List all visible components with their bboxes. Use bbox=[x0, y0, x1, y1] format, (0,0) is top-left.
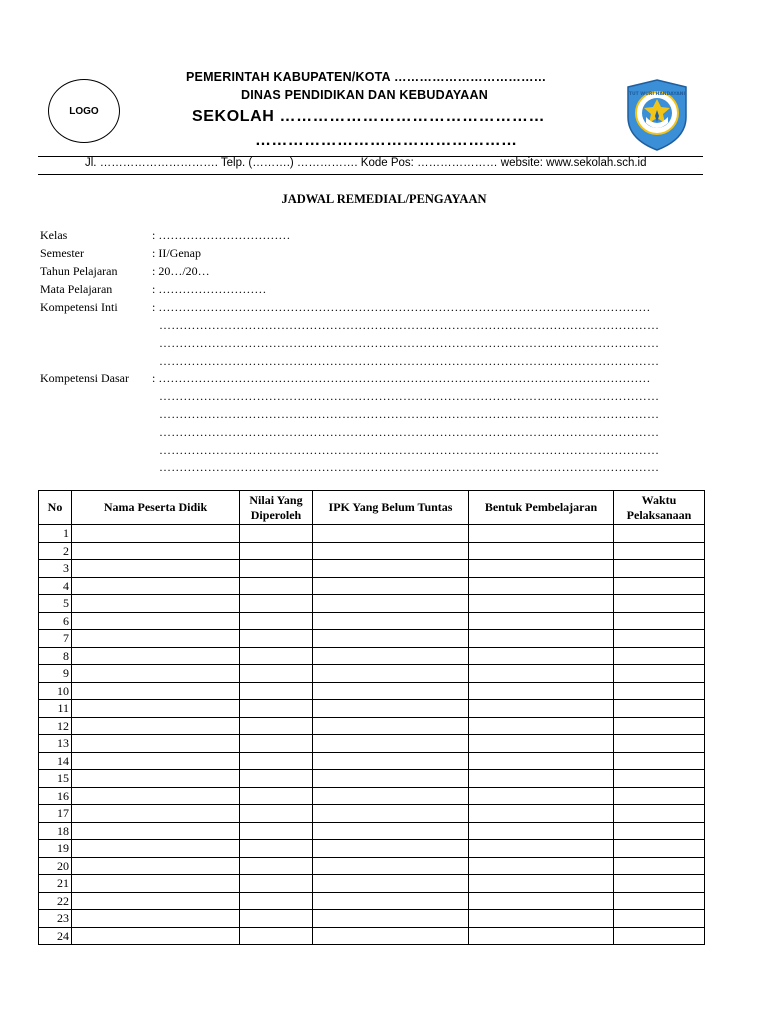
nama-cell[interactable] bbox=[72, 700, 240, 718]
nama-cell[interactable] bbox=[72, 857, 240, 875]
bentuk-cell[interactable] bbox=[469, 805, 614, 823]
kompetensi-inti-label: Kompetensi Inti bbox=[40, 300, 118, 314]
table-row bbox=[39, 665, 705, 683]
nama-cell[interactable] bbox=[72, 577, 240, 595]
nama-cell[interactable] bbox=[72, 647, 240, 665]
nilai-cell[interactable] bbox=[240, 752, 313, 770]
waktu-cell[interactable] bbox=[614, 665, 705, 683]
document-title: JADWAL REMEDIAL/PENGAYAAN bbox=[281, 192, 487, 206]
nama-cell[interactable] bbox=[72, 665, 240, 683]
bentuk-cell[interactable] bbox=[469, 875, 614, 893]
nama-cell[interactable] bbox=[72, 717, 240, 735]
header-rule-bottom bbox=[38, 174, 703, 175]
row-number: 21 bbox=[39, 875, 72, 893]
kompetensi-inti-line: …………………………………………………………………………………………………………… bbox=[159, 354, 660, 368]
row-number: 4 bbox=[39, 577, 72, 595]
ipk-cell[interactable] bbox=[313, 647, 469, 665]
kompetensi-dasar-value: : …………………………………………………………………………………………………………… bbox=[152, 371, 651, 385]
header-government: PEMERINTAH KABUPATEN/KOTA ……………………………… bbox=[186, 70, 547, 84]
ipk-cell[interactable] bbox=[313, 560, 469, 578]
table-row bbox=[39, 927, 705, 945]
header-no: No bbox=[39, 491, 72, 525]
waktu-cell[interactable] bbox=[614, 857, 705, 875]
bentuk-cell[interactable] bbox=[469, 612, 614, 630]
bentuk-cell[interactable] bbox=[469, 910, 614, 928]
waktu-cell[interactable] bbox=[614, 822, 705, 840]
table-row bbox=[39, 717, 705, 735]
row-number: 3 bbox=[39, 560, 72, 578]
nilai-cell[interactable] bbox=[240, 665, 313, 683]
table-header-row bbox=[39, 491, 705, 525]
ipk-cell[interactable] bbox=[313, 892, 469, 910]
bentuk-cell[interactable] bbox=[469, 647, 614, 665]
ipk-cell[interactable] bbox=[313, 682, 469, 700]
bentuk-cell[interactable] bbox=[469, 735, 614, 753]
table-row bbox=[39, 892, 705, 910]
ipk-cell[interactable] bbox=[313, 700, 469, 718]
ipk-cell[interactable] bbox=[313, 770, 469, 788]
waktu-cell[interactable] bbox=[614, 735, 705, 753]
waktu-cell[interactable] bbox=[614, 560, 705, 578]
nilai-cell[interactable] bbox=[240, 910, 313, 928]
bentuk-cell[interactable] bbox=[469, 542, 614, 560]
ipk-cell[interactable] bbox=[313, 717, 469, 735]
waktu-cell[interactable] bbox=[614, 647, 705, 665]
table-row bbox=[39, 612, 705, 630]
row-number: 16 bbox=[39, 787, 72, 805]
row-number: 23 bbox=[39, 910, 72, 928]
ipk-cell[interactable] bbox=[313, 630, 469, 648]
waktu-cell[interactable] bbox=[614, 700, 705, 718]
tahun-pelajaran-value: : 20…/20… bbox=[152, 264, 210, 278]
table-row bbox=[39, 700, 705, 718]
row-number: 14 bbox=[39, 752, 72, 770]
header-waktu-pelaksanaan: Waktu Pelaksanaan bbox=[614, 491, 705, 525]
waktu-cell[interactable] bbox=[614, 910, 705, 928]
header-nama-peserta-didik: Nama Peserta Didik bbox=[72, 491, 240, 525]
row-number: 15 bbox=[39, 770, 72, 788]
row-number: 22 bbox=[39, 892, 72, 910]
tut-wuri-handayani-emblem-icon bbox=[622, 77, 692, 153]
ipk-cell[interactable] bbox=[313, 577, 469, 595]
row-number: 2 bbox=[39, 542, 72, 560]
nilai-cell[interactable] bbox=[240, 560, 313, 578]
table-row bbox=[39, 770, 705, 788]
nilai-cell[interactable] bbox=[240, 542, 313, 560]
header-school-continued: ………………………………………… bbox=[255, 132, 518, 149]
kompetensi-dasar-line: …………………………………………………………………………………………………………… bbox=[159, 425, 660, 439]
waktu-cell[interactable] bbox=[614, 752, 705, 770]
kompetensi-dasar-line: …………………………………………………………………………………………………………… bbox=[159, 460, 660, 474]
waktu-cell[interactable] bbox=[614, 542, 705, 560]
logo-text: LOGO bbox=[69, 105, 99, 117]
ipk-cell[interactable] bbox=[313, 595, 469, 613]
waktu-cell[interactable] bbox=[614, 682, 705, 700]
row-number: 20 bbox=[39, 857, 72, 875]
nama-cell[interactable] bbox=[72, 875, 240, 893]
nama-cell[interactable] bbox=[72, 595, 240, 613]
table-row bbox=[39, 787, 705, 805]
nama-cell[interactable] bbox=[72, 682, 240, 700]
row-number: 11 bbox=[39, 700, 72, 718]
nama-cell[interactable] bbox=[72, 822, 240, 840]
row-number: 12 bbox=[39, 717, 72, 735]
row-number: 6 bbox=[39, 612, 72, 630]
row-number: 5 bbox=[39, 595, 72, 613]
kompetensi-dasar-line: …………………………………………………………………………………………………………… bbox=[159, 389, 660, 403]
nilai-cell[interactable] bbox=[240, 647, 313, 665]
table-row bbox=[39, 735, 705, 753]
nama-cell[interactable] bbox=[72, 542, 240, 560]
waktu-cell[interactable] bbox=[614, 770, 705, 788]
bentuk-cell[interactable] bbox=[469, 857, 614, 875]
waktu-cell[interactable] bbox=[614, 875, 705, 893]
bentuk-cell[interactable] bbox=[469, 752, 614, 770]
bentuk-cell[interactable] bbox=[469, 595, 614, 613]
table-row bbox=[39, 595, 705, 613]
kelas-value: : …………………………… bbox=[152, 228, 291, 242]
waktu-cell[interactable] bbox=[614, 630, 705, 648]
nama-cell[interactable] bbox=[72, 612, 240, 630]
mata-pelajaran-label: Mata Pelajaran bbox=[40, 282, 113, 296]
bentuk-cell[interactable] bbox=[469, 787, 614, 805]
header-bentuk-pembelajaran: Bentuk Pembelajaran bbox=[469, 491, 614, 525]
nilai-cell[interactable] bbox=[240, 630, 313, 648]
header-school: SEKOLAH ………………………………………… bbox=[192, 108, 546, 125]
waktu-cell[interactable] bbox=[614, 595, 705, 613]
table-row bbox=[39, 822, 705, 840]
waktu-cell[interactable] bbox=[614, 612, 705, 630]
ipk-cell[interactable] bbox=[313, 525, 469, 543]
ipk-cell[interactable] bbox=[313, 787, 469, 805]
table-row bbox=[39, 525, 705, 543]
nilai-cell[interactable] bbox=[240, 770, 313, 788]
nilai-cell[interactable] bbox=[240, 822, 313, 840]
nilai-cell[interactable] bbox=[240, 735, 313, 753]
table-row bbox=[39, 682, 705, 700]
table-row bbox=[39, 910, 705, 928]
waktu-cell[interactable] bbox=[614, 892, 705, 910]
bentuk-cell[interactable] bbox=[469, 665, 614, 683]
row-number: 10 bbox=[39, 682, 72, 700]
mata-pelajaran-value: : ……………………… bbox=[152, 282, 267, 296]
nilai-cell[interactable] bbox=[240, 595, 313, 613]
address-line: Jl. …………………………. Telp. (……….) ……………. Kode Pos: ………………… website: www.sekolah.sch.id bbox=[85, 157, 647, 169]
bentuk-cell[interactable] bbox=[469, 682, 614, 700]
bentuk-cell[interactable] bbox=[469, 840, 614, 858]
waktu-cell[interactable] bbox=[614, 927, 705, 945]
nilai-cell[interactable] bbox=[240, 700, 313, 718]
kompetensi-inti-value: : …………………………………………………………………………………………………………… bbox=[152, 300, 651, 314]
header-department: DINAS PENDIDIKAN DAN KEBUDAYAAN bbox=[241, 88, 488, 102]
nilai-cell[interactable] bbox=[240, 857, 313, 875]
bentuk-cell[interactable] bbox=[469, 630, 614, 648]
nama-cell[interactable] bbox=[72, 927, 240, 945]
tahun-pelajaran-label: Tahun Pelajaran bbox=[40, 264, 118, 278]
nilai-cell[interactable] bbox=[240, 787, 313, 805]
bentuk-cell[interactable] bbox=[469, 700, 614, 718]
nama-cell[interactable] bbox=[72, 630, 240, 648]
waktu-cell[interactable] bbox=[614, 840, 705, 858]
nilai-cell[interactable] bbox=[240, 612, 313, 630]
bentuk-cell[interactable] bbox=[469, 577, 614, 595]
ipk-cell[interactable] bbox=[313, 805, 469, 823]
ipk-cell[interactable] bbox=[313, 822, 469, 840]
row-number: 24 bbox=[39, 927, 72, 945]
nilai-cell[interactable] bbox=[240, 892, 313, 910]
row-number: 19 bbox=[39, 840, 72, 858]
table-row bbox=[39, 542, 705, 560]
waktu-cell[interactable] bbox=[614, 787, 705, 805]
kompetensi-inti-line: …………………………………………………………………………………………………………… bbox=[159, 318, 660, 332]
semester-value: : II/Genap bbox=[152, 246, 201, 260]
waktu-cell[interactable] bbox=[614, 805, 705, 823]
kompetensi-dasar-line: …………………………………………………………………………………………………………… bbox=[159, 407, 660, 421]
semester-label: Semester bbox=[40, 246, 84, 260]
remedial-schedule-table bbox=[38, 490, 705, 945]
table-row bbox=[39, 840, 705, 858]
bentuk-cell[interactable] bbox=[469, 927, 614, 945]
row-number: 8 bbox=[39, 647, 72, 665]
nama-cell[interactable] bbox=[72, 735, 240, 753]
nilai-cell[interactable] bbox=[240, 805, 313, 823]
table-row bbox=[39, 805, 705, 823]
nilai-cell[interactable] bbox=[240, 927, 313, 945]
kompetensi-dasar-line: …………………………………………………………………………………………………………… bbox=[159, 443, 660, 457]
waktu-cell[interactable] bbox=[614, 577, 705, 595]
nama-cell[interactable] bbox=[72, 560, 240, 578]
nama-cell[interactable] bbox=[72, 770, 240, 788]
kompetensi-inti-line: …………………………………………………………………………………………………………… bbox=[159, 336, 660, 350]
table-row bbox=[39, 875, 705, 893]
ipk-cell[interactable] bbox=[313, 927, 469, 945]
nama-cell[interactable] bbox=[72, 892, 240, 910]
nilai-cell[interactable] bbox=[240, 525, 313, 543]
bentuk-cell[interactable] bbox=[469, 717, 614, 735]
ipk-cell[interactable] bbox=[313, 612, 469, 630]
table-row bbox=[39, 752, 705, 770]
bentuk-cell[interactable] bbox=[469, 822, 614, 840]
nama-cell[interactable] bbox=[72, 805, 240, 823]
nama-cell[interactable] bbox=[72, 787, 240, 805]
row-number: 7 bbox=[39, 630, 72, 648]
nilai-cell[interactable] bbox=[240, 840, 313, 858]
nama-cell[interactable] bbox=[72, 910, 240, 928]
nilai-cell[interactable] bbox=[240, 717, 313, 735]
nilai-cell[interactable] bbox=[240, 875, 313, 893]
nama-cell[interactable] bbox=[72, 525, 240, 543]
waktu-cell[interactable] bbox=[614, 525, 705, 543]
row-number: 1 bbox=[39, 525, 72, 543]
ipk-cell[interactable] bbox=[313, 752, 469, 770]
bentuk-cell[interactable] bbox=[469, 560, 614, 578]
bentuk-cell[interactable] bbox=[469, 525, 614, 543]
ipk-cell[interactable] bbox=[313, 857, 469, 875]
kompetensi-dasar-label: Kompetensi Dasar bbox=[40, 371, 129, 385]
row-number: 9 bbox=[39, 665, 72, 683]
kelas-label: Kelas bbox=[40, 228, 68, 242]
bentuk-cell[interactable] bbox=[469, 892, 614, 910]
bentuk-cell[interactable] bbox=[469, 770, 614, 788]
table-row bbox=[39, 647, 705, 665]
ipk-cell[interactable] bbox=[313, 665, 469, 683]
school-logo-placeholder bbox=[48, 79, 120, 143]
table-row bbox=[39, 630, 705, 648]
row-number: 18 bbox=[39, 822, 72, 840]
ipk-cell[interactable] bbox=[313, 840, 469, 858]
emblem-text: TUT WURI HANDAYANI bbox=[628, 92, 686, 97]
ipk-cell[interactable] bbox=[313, 542, 469, 560]
table-row bbox=[39, 560, 705, 578]
row-number: 17 bbox=[39, 805, 72, 823]
header-nilai-yang-diperoleh: Nilai Yang Diperoleh bbox=[240, 491, 313, 525]
ipk-cell[interactable] bbox=[313, 875, 469, 893]
header-ipk-belum-tuntas: IPK Yang Belum Tuntas bbox=[313, 491, 469, 525]
table-row bbox=[39, 857, 705, 875]
nama-cell[interactable] bbox=[72, 840, 240, 858]
row-number: 13 bbox=[39, 735, 72, 753]
table-row bbox=[39, 577, 705, 595]
ipk-cell[interactable] bbox=[313, 735, 469, 753]
nama-cell[interactable] bbox=[72, 752, 240, 770]
ipk-cell[interactable] bbox=[313, 910, 469, 928]
waktu-cell[interactable] bbox=[614, 717, 705, 735]
nilai-cell[interactable] bbox=[240, 577, 313, 595]
nilai-cell[interactable] bbox=[240, 682, 313, 700]
